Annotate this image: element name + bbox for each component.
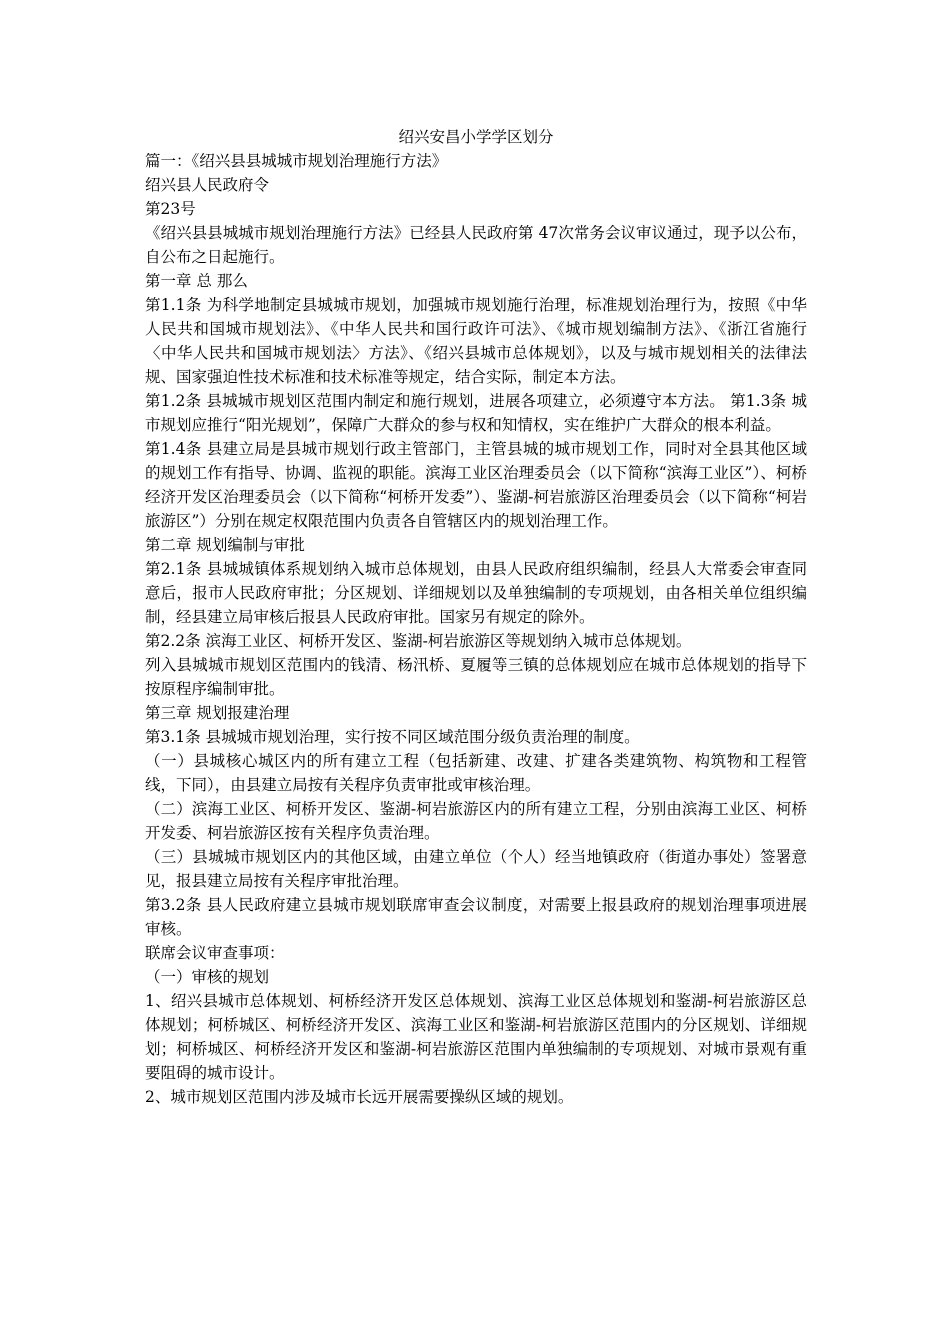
paragraph: 第2.2条 滨海工业区、柯桥开发区、鉴湖-柯岩旅游区等规划纳入城市总体规划。 xyxy=(145,632,692,650)
paragraph: 第1.2条 县城城市规划区范围内制定和施行规划，进展各项建立，必须遵守本方法。 第1.3条 城市规划应推行“阳光规划”，保障广大群众的参与权和知情权，实在维护广大群众的根本利益。 xyxy=(145,392,807,434)
paragraph: （一）审核的规划 xyxy=(145,968,270,986)
paragraph: 第23号 xyxy=(145,200,196,218)
document-title: 绍兴安昌小学学区划分 xyxy=(398,128,554,146)
chapter-heading: 第一章 总 那么 xyxy=(145,272,248,290)
document-body xyxy=(145,149,807,1109)
paragraph: 第1.4条 县建立局是县城市规划行政主管部门，主管县城的城市规划工作，同时对全县其他区域的规划工作有指导、协调、监视的职能。滨海工业区治理委员会（以下简称“滨海工业区”）、柯桥经济开发区治理委员会（以下简称“柯桥开发委”）、鉴湖-柯岩旅游区治理委员会（以下简称“柯岩旅游区”）分别在规定权限范围内负责各自管辖区内的规划治理工作。 xyxy=(145,440,807,530)
paragraph: 1、绍兴县城市总体规划、柯桥经济开发区总体规划、滨海工业区总体规划和鉴湖-柯岩旅游区总体规划；柯桥城区、柯桥经济开发区、滨海工业区和鉴湖-柯岩旅游区范围内的分区规划、详细规划；柯桥城区、柯桥经济开发区和鉴湖-柯岩旅游区范围内单独编制的专项规划、对城市景观有重要阻碍的城市设计。 xyxy=(145,992,807,1082)
paragraph: 2、城市规划区范围内涉及城市长远开展需要操纵区域的规划。 xyxy=(145,1088,574,1106)
paragraph: 篇一：《绍兴县县城城市规划治理施行方法》 xyxy=(145,152,448,170)
paragraph: （一）县城核心城区内的所有建立工程（包括新建、改建、扩建各类建筑物、构筑物和工程管线，下同），由县建立局按有关程序负责审批或审核治理。 xyxy=(145,752,807,794)
paragraph: 绍兴县人民政府令 xyxy=(145,176,270,194)
paragraph: 联席会议审查事项： xyxy=(145,944,285,962)
paragraph: 第3.2条 县人民政府建立县城市规划联席审查会议制度，对需要上报县政府的规划治理事项进展审核。 xyxy=(145,896,807,938)
paragraph: 第1.1条 为科学地制定县城城市规划，加强城市规划施行治理，标准规划治理行为，按照《中华人民共和国城市规划法》、《中华人民共和国行政许可法》、《城市规划编制方法》、《浙江省施行〈中华人民共和国城市规划法〉方法》、《绍兴县城市总体规划》，以及与城市规划相关的法律法规、国家强迫性技术标准和技术标准等规定，结合实际，制定本方法。 xyxy=(145,296,807,386)
paragraph: 第3.1条 县城城市规划治理，实行按不同区域范围分级负责治理的制度。 xyxy=(145,728,640,746)
paragraph: （二）滨海工业区、柯桥开发区、鉴湖-柯岩旅游区内的所有建立工程，分别由滨海工业区、柯桥开发委、柯岩旅游区按有关程序负责治理。 xyxy=(145,800,807,842)
document-page xyxy=(145,125,807,1109)
chapter-heading: 第三章 规划报建治理 xyxy=(145,704,290,722)
paragraph: 《绍兴县县城城市规划治理施行方法》已经县人民政府第 47次常务会议审议通过，现予以公布，自公布之日起施行。 xyxy=(145,224,807,266)
paragraph: 第2.1条 县城城镇体系规划纳入城市总体规划，由县人民政府组织编制，经县人大常委会审查同意后，报市人民政府审批；分区规划、详细规划以及单独编制的专项规划，由各相关单位组织编制，经县建立局审核后报县人民政府审批。国家另有规定的除外。 xyxy=(145,560,807,626)
paragraph: （三）县城城市规划区内的其他区域，由建立单位（个人）经当地镇政府（街道办事处）签署意见，报县建立局按有关程序审批治理。 xyxy=(145,848,807,890)
paragraph: 列入县城城市规划区范围内的钱清、杨汛桥、夏履等三镇的总体规划应在城市总体规划的指导下按原程序编制审批。 xyxy=(145,656,807,698)
chapter-heading: 第二章 规划编制与审批 xyxy=(145,536,305,554)
